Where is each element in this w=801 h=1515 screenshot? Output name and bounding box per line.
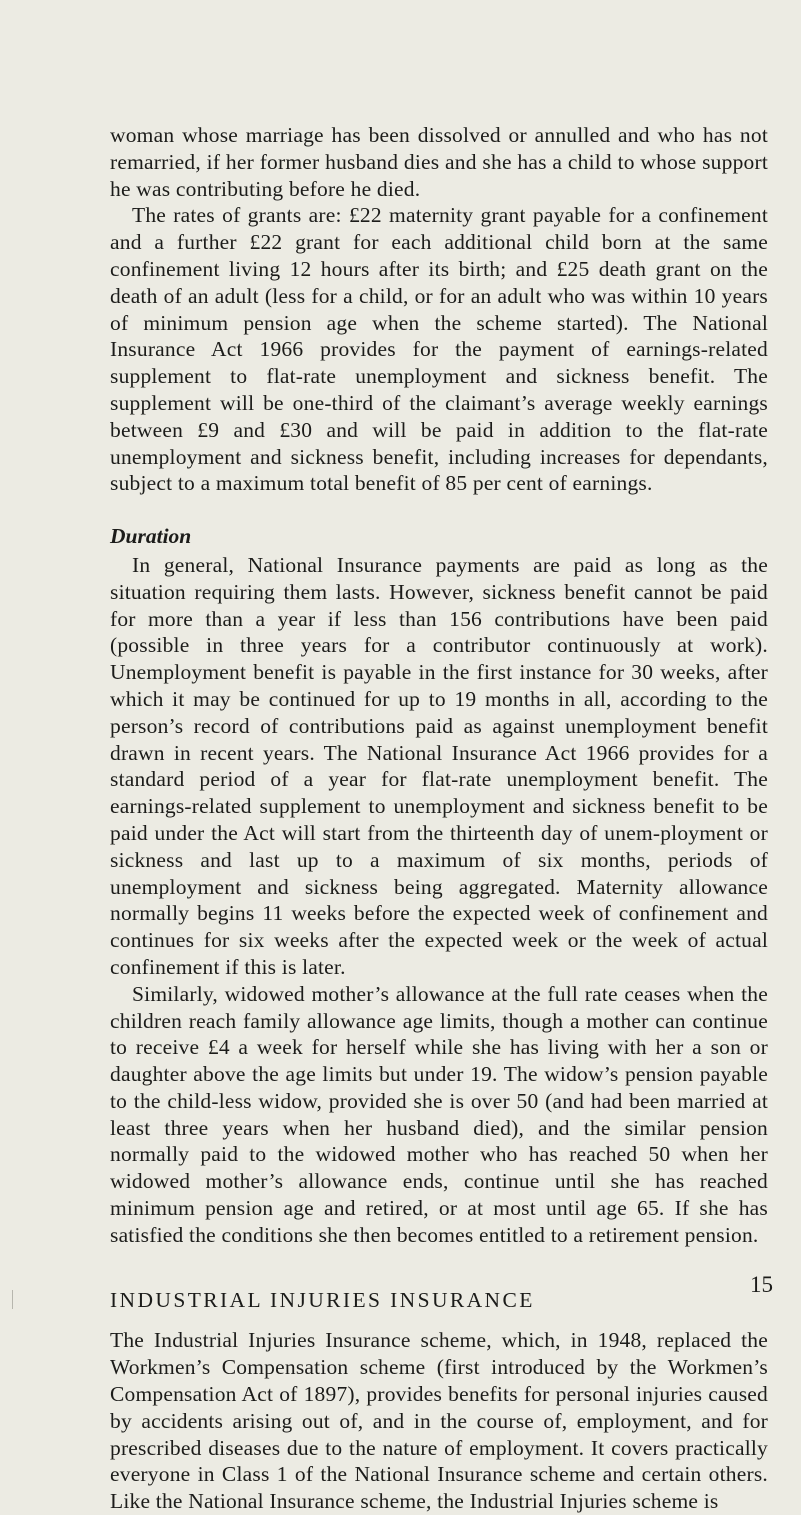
industrial-injuries-heading: INDUSTRIAL INJURIES INSURANCE [110, 1287, 535, 1312]
body-paragraph-widowed-mother: Similarly, widowed mother’s allowance at the full rate ceases when the children reach family allowance age limits, though a mother can continue to receive £4 a week for herself while she has living with her a son or daughter above the age limits but under 19. The widow’s pension payable to the child-less widow, provided she is over 50 (and had been married at least three years when her husband died), and the similar pension normally paid to the widowed mother who has reached 50 when her widowed mother’s allowance ends, continue until she has reached minimum pension age and retired, or at most until age 65. If she has satisfied the conditions she then becomes entitled to a retirement pension. [110, 981, 768, 1247]
body-paragraph-duration: In general, National Insurance payments are paid as long as the situation requiring them lasts. However, sickness benefit cannot be paid for more than a year if less than 156 contributions have been paid (possible in three years for a contributor continuously at work). Unemployment benefit is payable in the first instance for 30 weeks, after which it may be continued for up to 19 months in all, according to the person’s record of contributions paid as against unemployment benefit drawn in recent years. The National Insurance Act 1966 provides for a standard period of a year for flat-rate unemployment benefit. The earnings-related supplement to unemployment and sickness benefit to be paid under the Act will start from the thirteenth day of unem-ployment or sickness and last up to a maximum of six months, periods of unemployment and sickness being aggregated. Maternity allowance normally begins 11 weeks before the expected week of confinement and continues for six weeks after the expected week or the week of actual confinement if this is later. [110, 552, 768, 979]
body-paragraph-grant-rates: The rates of grants are: £22 maternity grant payable for a confinement and a further £22 grant for each additional child born at the same confinement living 12 hours after its birth; and £25 death grant on the death of an adult (less for a child, or for an adult who was within 10 years of minimum pension age when the scheme started). The National Insurance Act 1966 provides for the payment of earnings-related supplement to flat-rate unemployment and sickness benefit. The supplement will be one-third of the claimant’s average weekly earnings between £9 and £30 and will be paid in addition to the flat-rate unemployment and sickness benefit, including increases for dependants, subject to a maximum total benefit of 85 per cent of earnings. [110, 203, 768, 496]
duration-subheading: Duration [110, 524, 192, 549]
page-body [110, 122, 768, 1515]
body-paragraph-industrial-injuries: The Industrial Injuries Insurance scheme, which, in 1948, replaced the Workmen’s Compensation scheme (first introduced by the Workmen’s Compensation Act of 1897), provides benefits for personal injuries caused by accidents arising out of, and in the course of, employment, and for prescribed diseases due to the nature of employment. It covers practically everyone in Class 1 of the National Insurance scheme and certain others. Like the National Insurance scheme, the Industrial Injuries scheme is [110, 1328, 768, 1514]
page-number: 15 [750, 1272, 773, 1297]
body-paragraph-continued: woman whose marriage has been dissolved or annulled and who has not remarried, if her former husband dies and she has a child to whose support he was contributing before he died. [110, 123, 768, 201]
page-edge-shadow [0, 1290, 13, 1309]
